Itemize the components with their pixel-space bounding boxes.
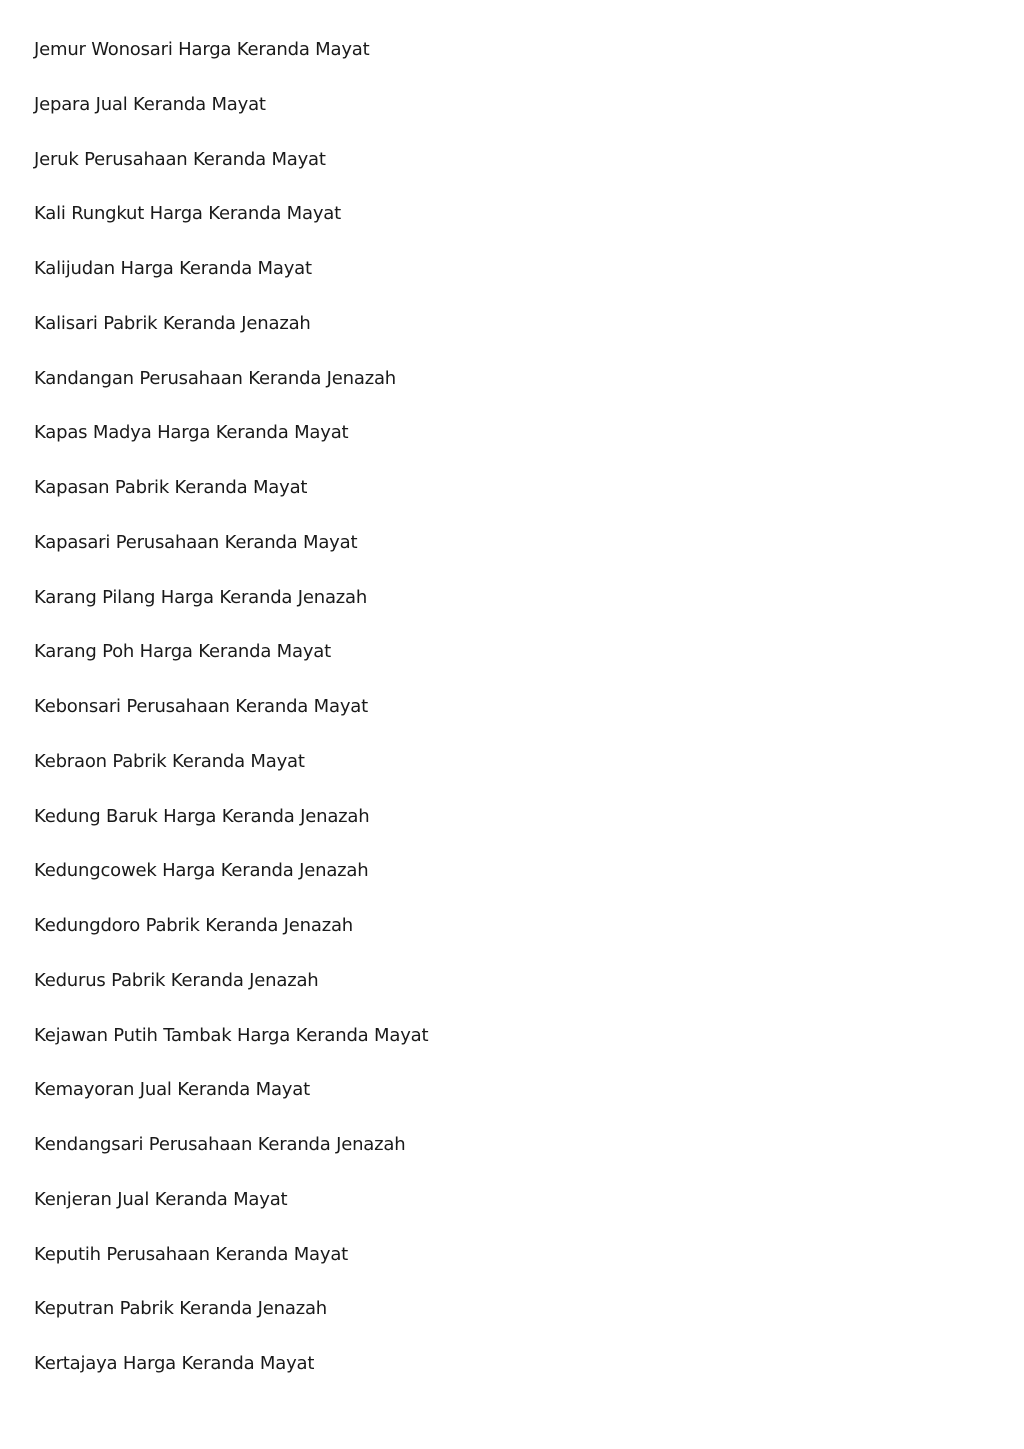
text-line: Kalisari Pabrik Keranda Jenazah — [34, 312, 311, 334]
text-line: Kali Rungkut Harga Keranda Mayat — [34, 203, 341, 225]
text-line: Keputih Perusahaan Keranda Mayat — [34, 1243, 349, 1265]
text-line: Kapasari Perusahaan Keranda Mayat — [34, 531, 358, 553]
text-line: Jepara Jual Keranda Mayat — [34, 93, 266, 115]
text-line: Kertajaya Harga Keranda Mayat — [34, 1353, 315, 1374]
text-line: Jeruk Perusahaan Keranda Mayat — [34, 148, 326, 170]
text-line: Kalijudan Harga Keranda Mayat — [34, 258, 312, 279]
text-line: Kandangan Perusahaan Keranda Jenazah — [34, 367, 396, 389]
text-line: Jemur Wonosari Harga Keranda Mayat — [34, 39, 370, 60]
text-line: Kebraon Pabrik Keranda Mayat — [34, 750, 305, 772]
text-line-list — [34, 35, 428, 1404]
text-line: Keputran Pabrik Keranda Jenazah — [34, 1298, 327, 1320]
text-line: Kapasan Pabrik Keranda Mayat — [34, 477, 308, 498]
text-line: Kedungdoro Pabrik Keranda Jenazah — [34, 915, 353, 936]
text-line: Kedung Baruk Harga Keranda Jenazah — [34, 805, 370, 827]
text-line: Kemayoran Jual Keranda Mayat — [34, 1079, 310, 1101]
text-line: Kendangsari Perusahaan Keranda Jenazah — [34, 1134, 406, 1155]
text-line: Kejawan Putih Tambak Harga Keranda Mayat — [34, 1024, 429, 1046]
text-line: Kenjeran Jual Keranda Mayat — [34, 1188, 288, 1210]
text-line: Kedurus Pabrik Keranda Jenazah — [34, 969, 319, 991]
text-line: Kedungcowek Harga Keranda Jenazah — [34, 860, 369, 882]
text-line: Kebonsari Perusahaan Keranda Mayat — [34, 696, 368, 717]
text-line: Karang Poh Harga Keranda Mayat — [34, 641, 331, 663]
text-line: Karang Pilang Harga Keranda Jenazah — [34, 586, 368, 608]
text-line: Kapas Madya Harga Keranda Mayat — [34, 422, 349, 444]
